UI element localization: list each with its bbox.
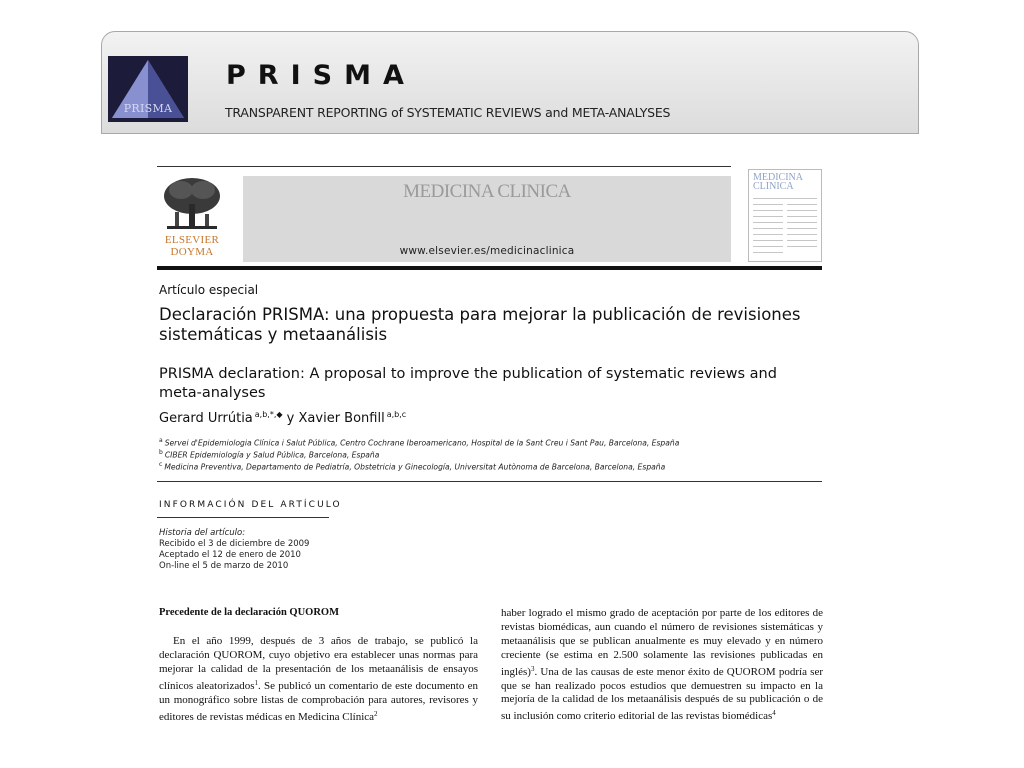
front-matter-rule [157, 481, 822, 482]
author-name[interactable]: Gerard Urrútia [159, 411, 253, 426]
banner-subtitle: TRANSPARENT REPORTING of SYSTEMATIC REVIEWS and META-ANALYSES [225, 105, 671, 120]
elsevier-tree-icon [161, 176, 223, 232]
affiliation-mark: a [159, 437, 163, 444]
cover-text-line [787, 240, 817, 241]
journal-name: MEDICINA CLINICA [403, 181, 571, 202]
article-info-heading: INFORMACIÓN DEL ARTÍCULO [159, 500, 342, 510]
affiliation-b [159, 449, 379, 460]
section-heading: Precedente de la declaración QUOROM [159, 607, 340, 618]
affiliation-text: CIBER Epidemiología y Salud Pública, Barcelona, España [164, 450, 380, 460]
article-authors [159, 410, 406, 426]
article-title-english: PRISMA declaration: A proposal to improve the publication of systematic reviews and meta-analyses [159, 366, 777, 401]
cover-text-line [787, 234, 817, 235]
prisma-banner [101, 31, 919, 134]
history-label: Historia del artículo: [159, 528, 246, 538]
reference-marker[interactable]: 1 [254, 678, 258, 687]
body-text: haber logrado el mismo grado de aceptación por parte de los editores de revistas biomédicas, aun cuando el número de revisiones sistemáticas y metaanálisis que se publican anualmente es muy elevado y en número creciente (se estima en 2.500 solamente las revisiones publicadas en inglés) [501, 607, 823, 678]
header-top-rule [157, 166, 731, 167]
affiliation-a [159, 437, 679, 448]
cover-text-line [787, 204, 817, 205]
cover-text-line [787, 222, 817, 223]
reference-marker[interactable]: 4 [772, 709, 776, 718]
article-info-rule [157, 517, 329, 518]
affiliation-mark: b [159, 449, 163, 456]
cover-text-line [787, 210, 817, 211]
banner-title: PRISMA [226, 60, 416, 91]
cover-text-line [787, 216, 817, 217]
journal-banner [243, 176, 731, 262]
author-connector: y [282, 411, 299, 426]
prisma-logo [108, 56, 188, 122]
header-thick-rule [157, 266, 822, 270]
publisher-subname: DOYMA [170, 246, 214, 258]
journal-cover-thumbnail [748, 169, 822, 262]
author-name[interactable]: Xavier Bonfill [298, 411, 385, 426]
journal-url[interactable]: www.elsevier.es/medicinaclinica [399, 245, 575, 257]
cover-text-line [787, 246, 817, 247]
cover-title: MEDICINA CLINICA [753, 172, 803, 192]
author-affiliation-marks: a,b,c [386, 410, 407, 419]
body-text: . Una de las causas de este menor éxito de QUOROM podría ser que se han realizado pocos estudios que demuestren su impacto en la mejoría de la calidad de los metaanálisis después de su publicación o de su inclusión como criterio editorial de las revistas biomédicas [501, 665, 823, 723]
author-affiliation-marks: a,b,*,◆ [254, 410, 283, 419]
cover-text-line [753, 210, 783, 211]
body-column-right [501, 607, 823, 733]
body-text: . Se publicó un comentario de este documento en un monográfico sobre listas de comprobación para autores, revisores y editores de revistas médicas en Medicina Clínica [159, 679, 478, 723]
article-type: Artículo especial [159, 283, 259, 297]
body-column-left [159, 635, 478, 733]
history-received: Recibido el 3 de diciembre de 2009 [159, 539, 310, 549]
cover-text-line [753, 228, 783, 229]
publisher-name: ELSEVIER [164, 234, 220, 246]
cover-text-line [753, 198, 817, 199]
affiliation-text: Servei d'Epidemiologia Clínica i Salut Pública, Centro Cochrane Iberoamericano, Hospital de la Sant Creu i Sant Pau, Barcelona, España [164, 438, 680, 448]
cover-text-line [753, 204, 783, 205]
affiliation-mark: c [159, 461, 163, 468]
cover-text-line [753, 234, 783, 235]
cover-text-line [787, 228, 817, 229]
cover-text-line [753, 252, 783, 253]
body-text: En el año 1999, después de 3 años de trabajo, se publicó la declaración QUOROM, cuyo objetivo era establecer unas normas para mejorar la calidad de la presentación de los metaanálisis de ensayos clínicos aleatorizados [159, 635, 478, 692]
cover-text-line [753, 222, 783, 223]
affiliation-c [159, 461, 665, 472]
reference-marker[interactable]: 3 [530, 664, 535, 673]
publisher-logo [157, 176, 227, 262]
affiliation-text: Medicina Preventiva, Departamento de Pediatría, Obstetricia y Ginecología, Universitat Autònoma de Barcelona, Barcelona, España [164, 462, 666, 472]
cover-text-line [753, 246, 783, 247]
prisma-logo-text: PRISMA [123, 102, 173, 115]
cover-text-line [753, 216, 783, 217]
reference-marker[interactable]: 2 [374, 709, 378, 718]
cover-text-line [753, 240, 783, 241]
history-accepted: Aceptado el 12 de enero de 2010 [159, 550, 301, 560]
history-online: On-line el 5 de marzo de 2010 [159, 561, 289, 571]
article-title-spanish: Declaración PRISMA: una propuesta para mejorar la publicación de revisiones sistemáticas y metaanálisis [159, 305, 801, 344]
